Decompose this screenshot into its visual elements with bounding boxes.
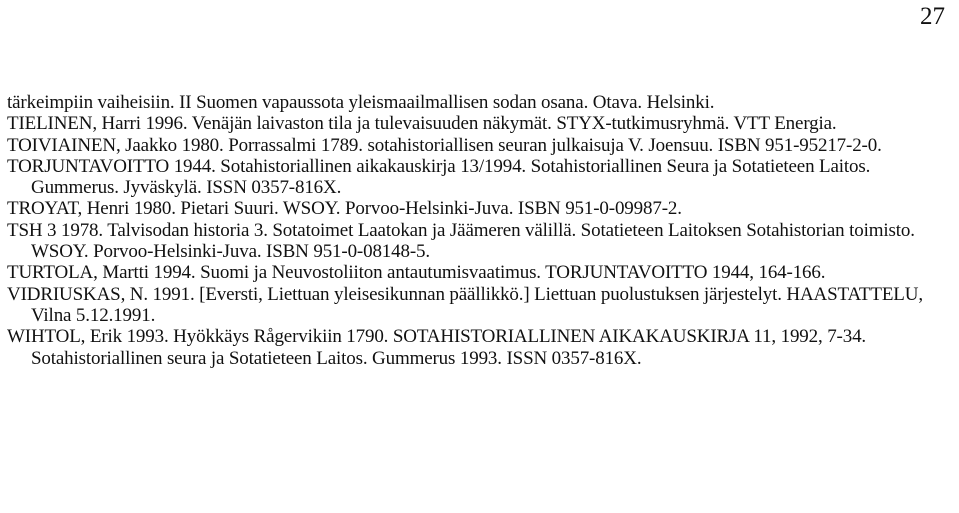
bibliography-entry-turtola: TURTOLA, Martti 1994. Suomi ja Neuvostoliiton antautumisvaatimus. TORJUNTAVOITTO 1944, 164-166. [7,262,826,284]
bibliography-entry-tielinen: TIELINEN, Harri 1996. Venäjän laivaston tila ja tulevaisuuden näkymät. STYX-tutkimusryhmä. VTT Energia. [7,113,837,135]
bibliography-entry-troyat: TROYAT, Henri 1980. Pietari Suuri. WSOY. Porvoo-Helsinki-Juva. ISBN 951-0-09987-2. [7,198,682,220]
bibliography-entry-torjuntavoitto: TORJUNTAVOITTO 1944. Sotahistoriallinen aikakauskirja 13/1994. Sotahistoriallinen Seura ja Sotatieteen Laitos. Gummerus. Jyväskylä. ISSN 0357-816X. [7,155,871,199]
bibliography-entry-vidriuskas: VIDRIUSKAS, N. 1991. [Eversti, Liettuan yleisesikunnan päällikkö.] Liettuan puolustuksen järjestelyt. HAASTATTELU, Vilna 5.12.1991. [7,283,923,326]
bibliography-entry-toiviainen: TOIVIAINEN, Jaakko 1980. Porrassalmi 1789. sotahistoriallisen seuran julkaisuja V. Joensuu. ISBN 951-95217-2-0. [7,134,882,156]
bibliography-entry-continued: tärkeimpiin vaiheisiin. II Suomen vapaussota yleismaailmallisen sodan osana. Otava. Helsinki. [7,92,715,113]
bibliography-list [7,92,952,369]
bibliography-entry-tsh: TSH 3 1978. Talvisodan historia 3. Sotatoimet Laatokan ja Jäämeren välillä. Sotatieteen Laitoksen Sotahistorian toimisto. WSOY. Porvoo-Helsinki-Juva. ISBN 951-0-08148-5. [7,219,915,263]
page-number: 27 [920,3,945,30]
bibliography-entry-wihtol: WIHTOL, Erik 1993. Hyökkäys Rågervikiin 1790. SOTAHISTORIALLINEN AIKAKAUSKIRJA 11, 1992, 7-34. Sotahistoriallinen seura ja Sotatieteen Laitos. Gummerus 1993. ISSN 0357-816X. [7,326,867,369]
